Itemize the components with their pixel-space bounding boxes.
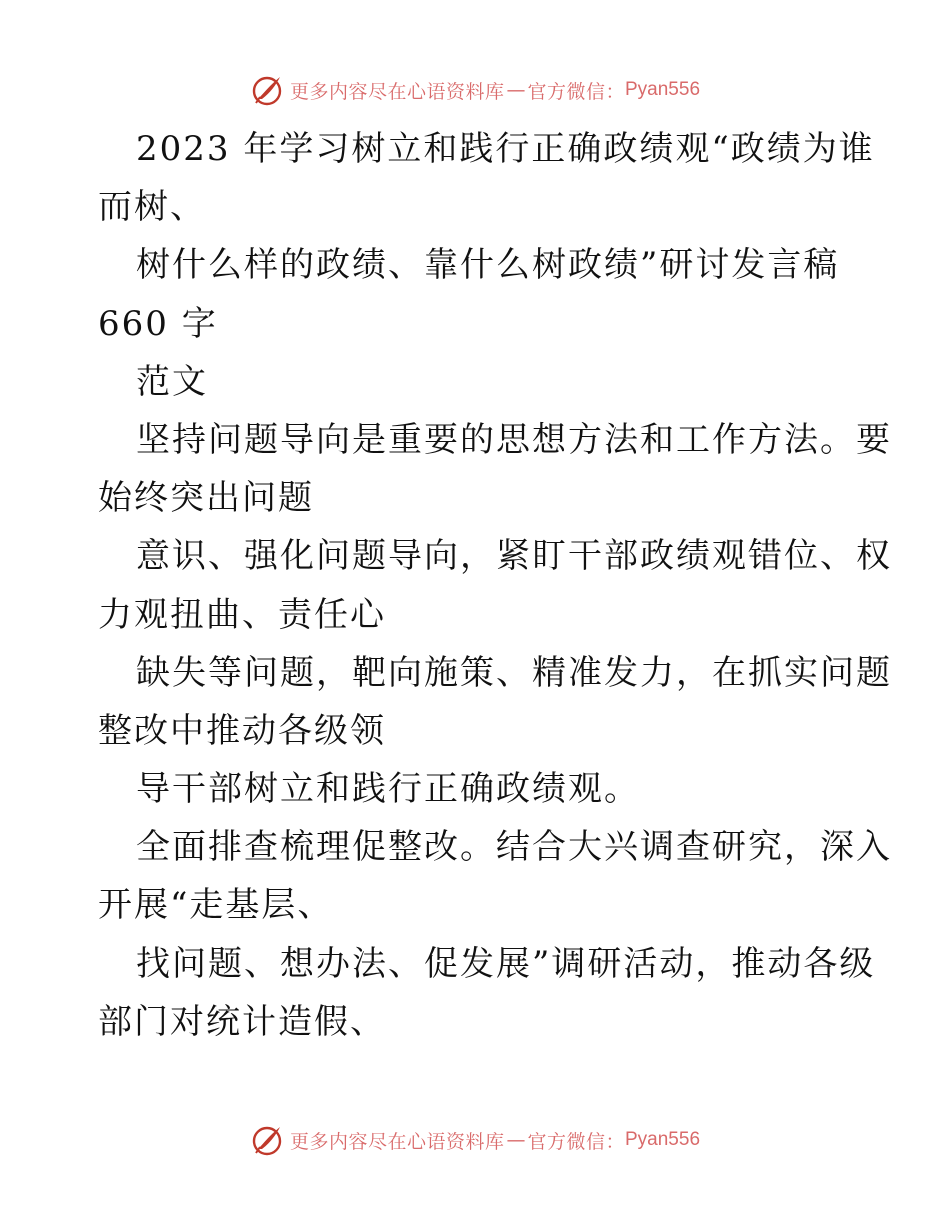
body-line: 意识、强化问题导向，紧盯干部政绩观错位、权 xyxy=(136,536,892,577)
watermark-wechat-id: Pyan556 xyxy=(625,79,701,100)
body-line: 660 字 xyxy=(98,303,218,344)
watermark-official-label: 官方微信： xyxy=(527,1130,625,1153)
header-watermark xyxy=(0,70,950,110)
body-line: 范文 xyxy=(136,361,208,402)
body-line: 整改中推动各级领 xyxy=(98,710,386,751)
watermark-dash: — xyxy=(506,1129,526,1151)
body-line: 坚持问题导向是重要的思想方法和工作方法。要 xyxy=(136,419,892,460)
body-line: 找问题、想办法、促发展”调研活动，推动各级 xyxy=(136,943,876,984)
body-line: 而树、 xyxy=(98,187,206,228)
body-line: 始终突出问题 xyxy=(98,478,314,519)
body-line: 部门对统计造假、 xyxy=(98,1001,386,1042)
body-line: 缺失等问题，靶向施策、精准发力，在抓实问题 xyxy=(136,652,892,693)
quill-pen-logo-icon xyxy=(250,1123,284,1157)
document-body xyxy=(98,120,892,1051)
body-line: 导干部树立和践行正确政绩观。 xyxy=(136,769,640,810)
quill-pen-logo-icon xyxy=(250,73,284,107)
body-line: 树什么样的政绩、靠什么树政绩”研讨发言稿 xyxy=(136,245,840,286)
watermark-text: 更多内容尽在心语资料库 xyxy=(289,80,505,103)
watermark-wechat-id: Pyan556 xyxy=(625,1129,701,1150)
watermark-official-label: 官方微信： xyxy=(527,80,625,103)
body-line: 2023 年学习树立和践行正确政绩观“政绩为谁 xyxy=(136,129,875,169)
footer-watermark xyxy=(0,1120,950,1160)
body-line: 开展“走基层、 xyxy=(98,885,334,926)
watermark-text: 更多内容尽在心语资料库 xyxy=(289,1130,505,1153)
body-line: 全面排查梳理促整改。结合大兴调查研究，深入 xyxy=(136,827,892,868)
body-line: 力观扭曲、责任心 xyxy=(98,594,386,635)
watermark-dash: — xyxy=(506,79,526,101)
